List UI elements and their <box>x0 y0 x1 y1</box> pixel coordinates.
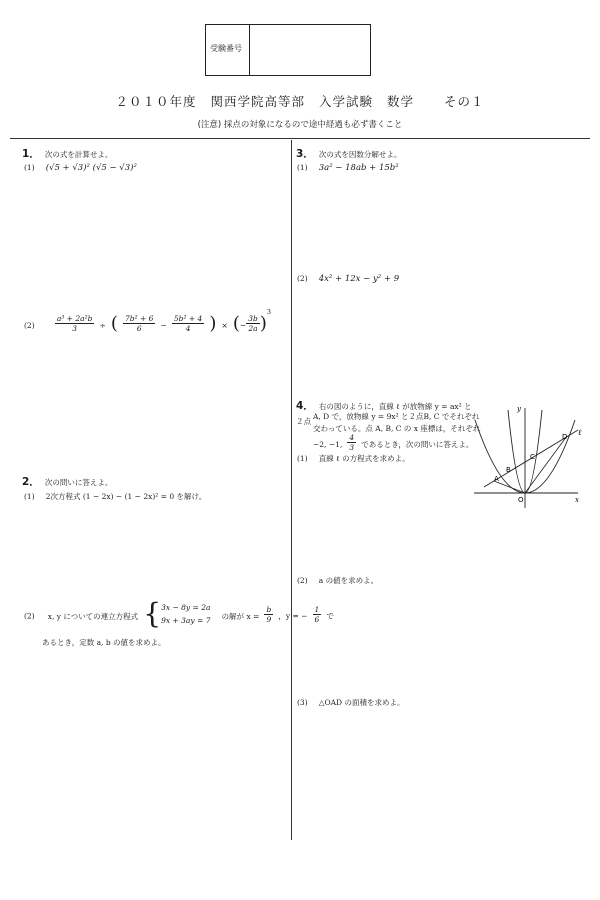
title-part: その１ <box>444 94 485 109</box>
q4-line-4a: −2, −1, <box>313 440 343 449</box>
q2-part2-label: (2) <box>24 611 35 621</box>
q1-number: 1． <box>22 148 40 160</box>
exam-number-label-cell <box>206 25 250 75</box>
label-c: C <box>530 453 535 461</box>
q4-figure <box>470 398 588 510</box>
q1-part2-minus: − <box>160 321 167 330</box>
q1-part2: (2) $\frac{\text{a³ + 2a²b}}{3}$ ÷ ( $\frac{\text{7b² + 6}}{6}$ − $\frac{\text{5b² + 4}}{4}$ ) × (− $\frac{3b}{2a}$ )$^3$ <box>24 308 271 334</box>
q4-part3-label: (3) <box>297 698 308 707</box>
q2-part2-text-c: ，y = − <box>278 611 308 621</box>
q4-part1 <box>297 446 410 465</box>
label-b: B <box>506 466 511 474</box>
q1-part1-expression: (√5 + √3)² (√5 − √3)² <box>45 163 137 173</box>
q2-part1-label: (1) <box>24 492 35 501</box>
q2-part2-equation-2: 9x + 3ay = 7 <box>161 616 211 625</box>
q3-part1-expression: 3a² − 18ab + 15b² <box>318 163 399 173</box>
q3-part1 <box>297 155 399 174</box>
page-title <box>0 92 600 110</box>
q1-part2-divide: ÷ <box>99 321 106 330</box>
instruction-note: (注意) 採点の対象になるので途中経過も必ず書くこと <box>197 120 403 130</box>
segment-od <box>525 436 567 493</box>
label-y: y <box>517 405 521 413</box>
q2-part2-text-d: で <box>326 611 334 621</box>
title-subject: 数学 <box>387 94 415 109</box>
label-d: D <box>562 433 568 441</box>
q2-part2-text-b: の解が x = <box>221 611 260 621</box>
q4-line-2: A, D で，放物線 y = 9x² と２点B, C でそれぞれ <box>313 412 480 421</box>
q4-part2-text: a の値を求めよ。 <box>318 576 379 585</box>
exam-number-box <box>205 24 371 76</box>
q4-line-1: 右の図のように，直線 ℓ が放物線 y = ax² と２点 <box>296 402 472 426</box>
q1-part2-exponent: 3 <box>266 308 271 316</box>
header-divider <box>10 138 590 139</box>
q2-part2-text-e: あるとき，定数 a, b の値を求めよ。 <box>42 638 166 647</box>
q4-part2 <box>297 568 378 587</box>
q2-part2-equation-1: 3x − 8y = 2a <box>161 603 211 612</box>
q1-part2-fraction-1: $\frac{\text{a³ + 2a²b}}{3}$ <box>56 314 93 333</box>
q2-part2-text-a: x, y についての連立方程式 <box>47 611 139 621</box>
q2-part2-system <box>161 601 210 627</box>
q1-part2-sign: − <box>239 321 247 330</box>
q1-part2-fraction-3: $\frac{\text{5b² + 4}}{4}$ <box>173 314 203 333</box>
q4-part2-label: (2) <box>297 576 308 585</box>
exam-number-label: 受験番号 <box>210 44 242 53</box>
q2-instruction: 次の問いに答えよ。 <box>44 478 113 487</box>
q1-part2-times: × <box>221 321 228 330</box>
q3-instruction: 次の式を因数分解せよ。 <box>318 150 402 159</box>
q4-line-3: 交わっている。点 A, B, C の x 座標は，それぞれ <box>313 423 481 433</box>
q3-part2 <box>297 266 399 285</box>
q3-part2-label: (2) <box>297 274 308 283</box>
column-divider <box>291 140 292 840</box>
q2-part1-text: 2次方程式 (1 − 2x) − (1 − 2x)² = 0 を解け。 <box>45 492 207 501</box>
q2-part2-line2 <box>42 630 166 649</box>
label-l: ℓ <box>578 428 582 437</box>
label-a: A <box>494 475 499 483</box>
q3-number: 3． <box>296 148 314 160</box>
q4-line-4b: であるとき，次の問いに答えよ。 <box>361 440 474 449</box>
q4-fraction: $\frac{4}{3}$ <box>349 433 355 452</box>
q2-number: 2． <box>22 476 40 488</box>
q1-part2-label: (2) <box>24 321 35 330</box>
q1-instruction: 次の式を計算せよ。 <box>44 150 113 159</box>
title-exam: 入学試験 <box>318 94 373 109</box>
q1-part2-fraction-4: $\frac{3b}{2a}$ <box>248 314 258 333</box>
label-o: O <box>518 496 524 504</box>
q4-part1-label: (1) <box>297 454 308 463</box>
q4-part3-text: △OAD の面積を求めよ。 <box>318 698 405 707</box>
q4-text-cont <box>313 411 480 434</box>
title-year: ２０１０年度 <box>115 94 197 109</box>
q2-part1 <box>24 484 206 503</box>
q3-part1-label: (1) <box>297 163 308 172</box>
q4-number: 4． <box>296 400 314 412</box>
label-x: x <box>575 496 579 504</box>
q1-part1-label: (1) <box>24 163 35 172</box>
q2-part2-y-fraction: $\frac{1}{6}$ <box>314 604 320 624</box>
q2-part2-x-fraction: $\frac{b}{9}$ <box>266 604 272 624</box>
title-school: 関西学院高等部 <box>210 94 305 109</box>
q3-part2-expression: 4x² + 12x − y² + 9 <box>318 274 400 284</box>
q1-part1 <box>24 155 137 174</box>
q1-part2-fraction-2: $\frac{\text{7b² + 6}}{6}$ <box>125 314 154 333</box>
q4-part3 <box>297 690 404 709</box>
q2-part2: (2) x, y についての連立方程式 { 3x − 8y = 2a 9x + 3ay = 7 の解が x = $\frac{b}{9}$ ，y = − $\frac{1}{6}$ で <box>24 597 334 630</box>
q4-part1-text: 直線 ℓ の方程式を求めよ。 <box>318 454 410 463</box>
